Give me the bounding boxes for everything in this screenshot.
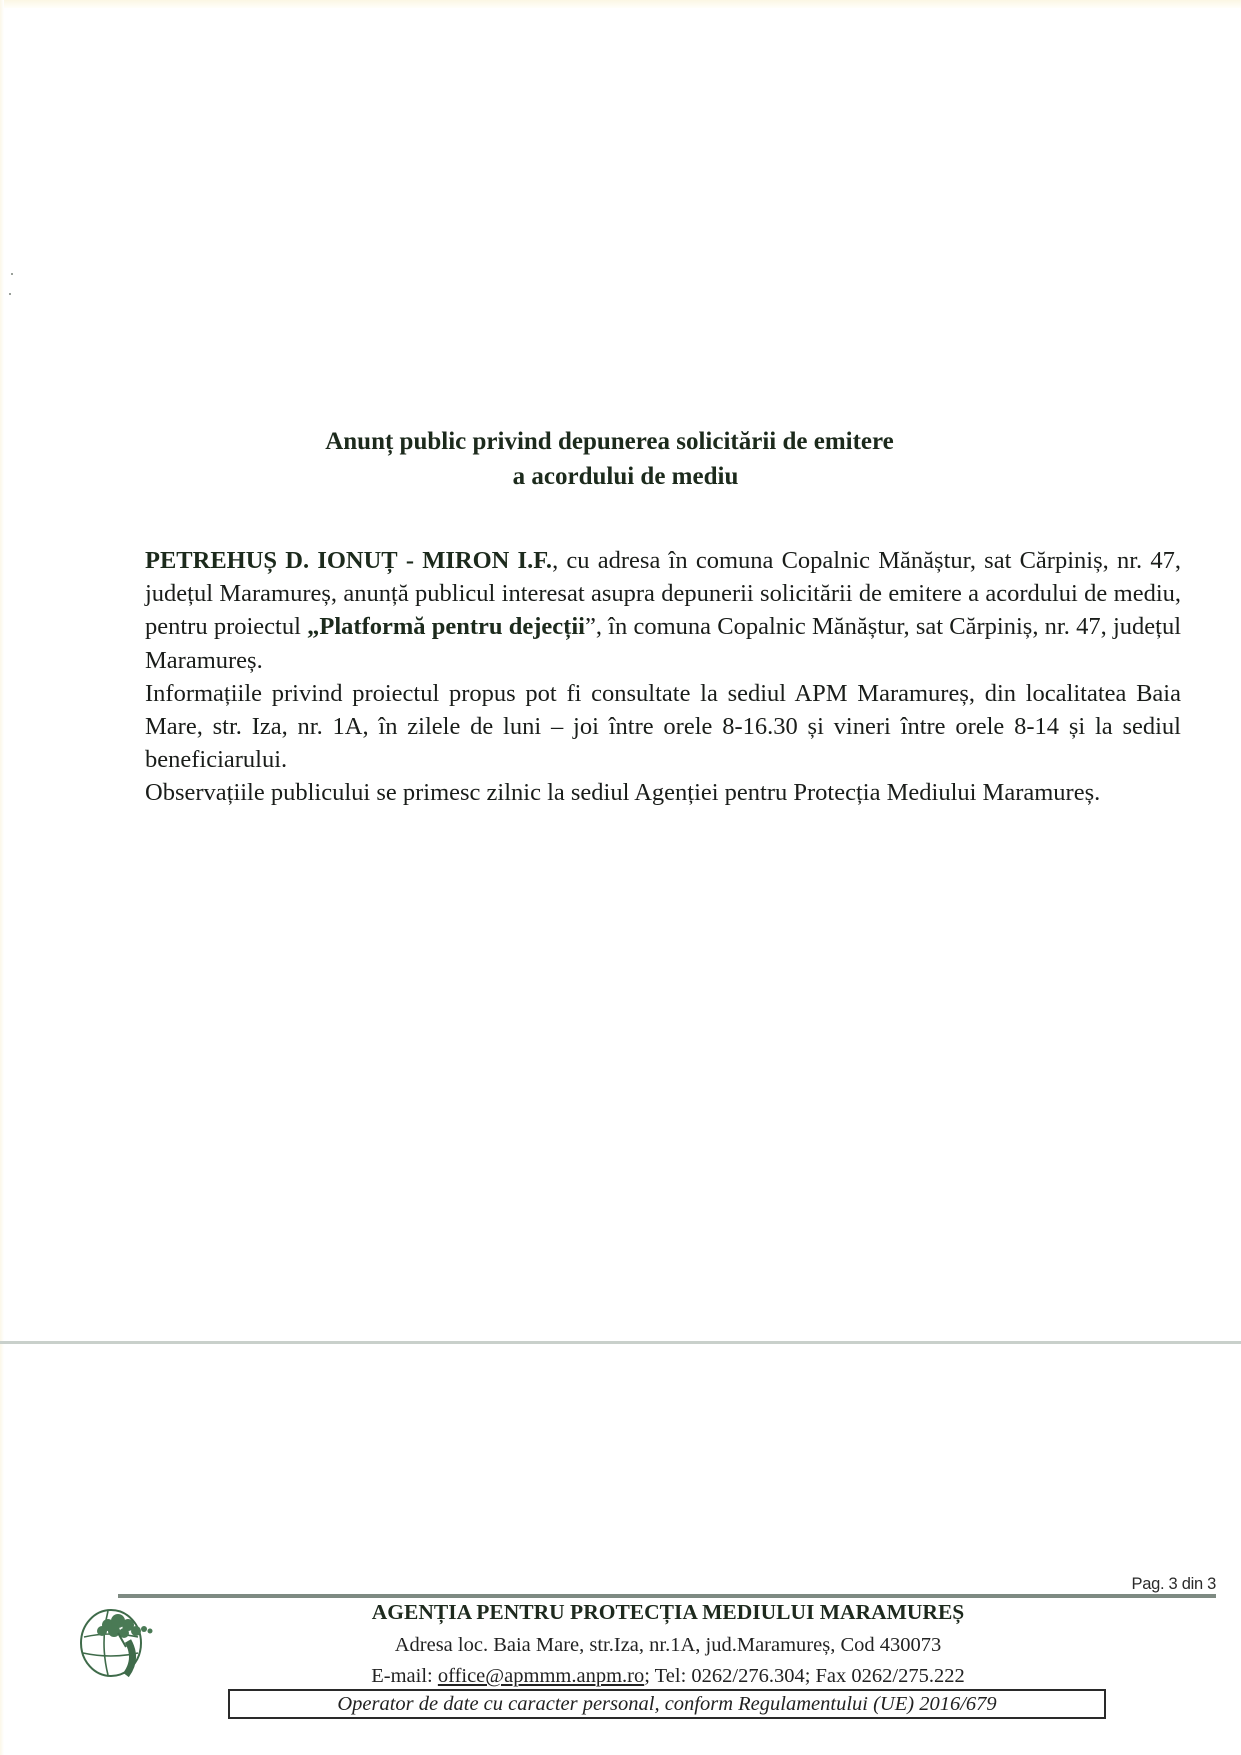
paragraph-consultation-info: Informațiile privind proiectul propus pot fi consultate la sediul APM Maramureș, din localitatea Baia Mare, str. Iza, nr. 1A, în zilele de luni – joi între orele 8-16.30 și vineri între orele 8-14 și la sediul beneficiarului. [145,679,1181,774]
project-name: „Platformă pentru dejecții [307,613,585,641]
page-number: Pag. 3 din 3 [1131,1575,1216,1593]
email-link[interactable]: office@apmmm.anpm.ro [437,1665,645,1687]
applicant-name: PETREHUȘ D. IONUȚ - MIRON I.F. [145,547,553,574]
page-separator-line [0,1341,1241,1344]
scan-speck [9,293,11,295]
announcement-body [145,544,1181,810]
announcement-title [0,424,1241,494]
scan-speck [11,273,13,275]
agency-address: Adresa loc. Baia Mare, str.Iza, nr.1A, jud.Maramureș, Cod 430073 [394,1634,942,1656]
footer-divider [118,1594,1216,1598]
project-location-text: ”, în comuna Copalnic Mănăștur, sat Cărpiniș, nr. 47, județul Maramureș. [145,613,1181,674]
paragraph-applicant [145,544,1181,677]
agency-name: AGENȚIA PENTRU PROTECȚIA MEDIULUI MARAMUREȘ [371,1600,965,1624]
email-label: E-mail: [371,1665,438,1687]
title-line-1: Anunț public privind depunerea solicitării de emitere [325,428,894,455]
scan-edge-left [0,0,4,1755]
gdpr-notice: Operator de date cu caracter personal, conform Regulamentului (UE) 2016/679 [228,1689,1106,1719]
scan-edge-top [0,0,1241,8]
phone-fax: ; Tel: 0262/276.304; Fax 0262/275.222 [644,1665,965,1687]
agency-contact [0,1665,1241,1688]
applicant-address-text: , cu adresa în comuna Copalnic Mănăștur, sat Cărpiniș, nr. 47, județul Maramureș, anunță publicul interesat asupra depunerii solicitării de emitere a acordului de mediu, pentru proiectul [145,547,1181,641]
title-line-2: a acordului de mediu [512,463,739,490]
paragraph-observations: Observațiile publicului se primesc zilnic la sediul Agenției pentru Protecția Mediului Maramureș. [145,779,1101,807]
